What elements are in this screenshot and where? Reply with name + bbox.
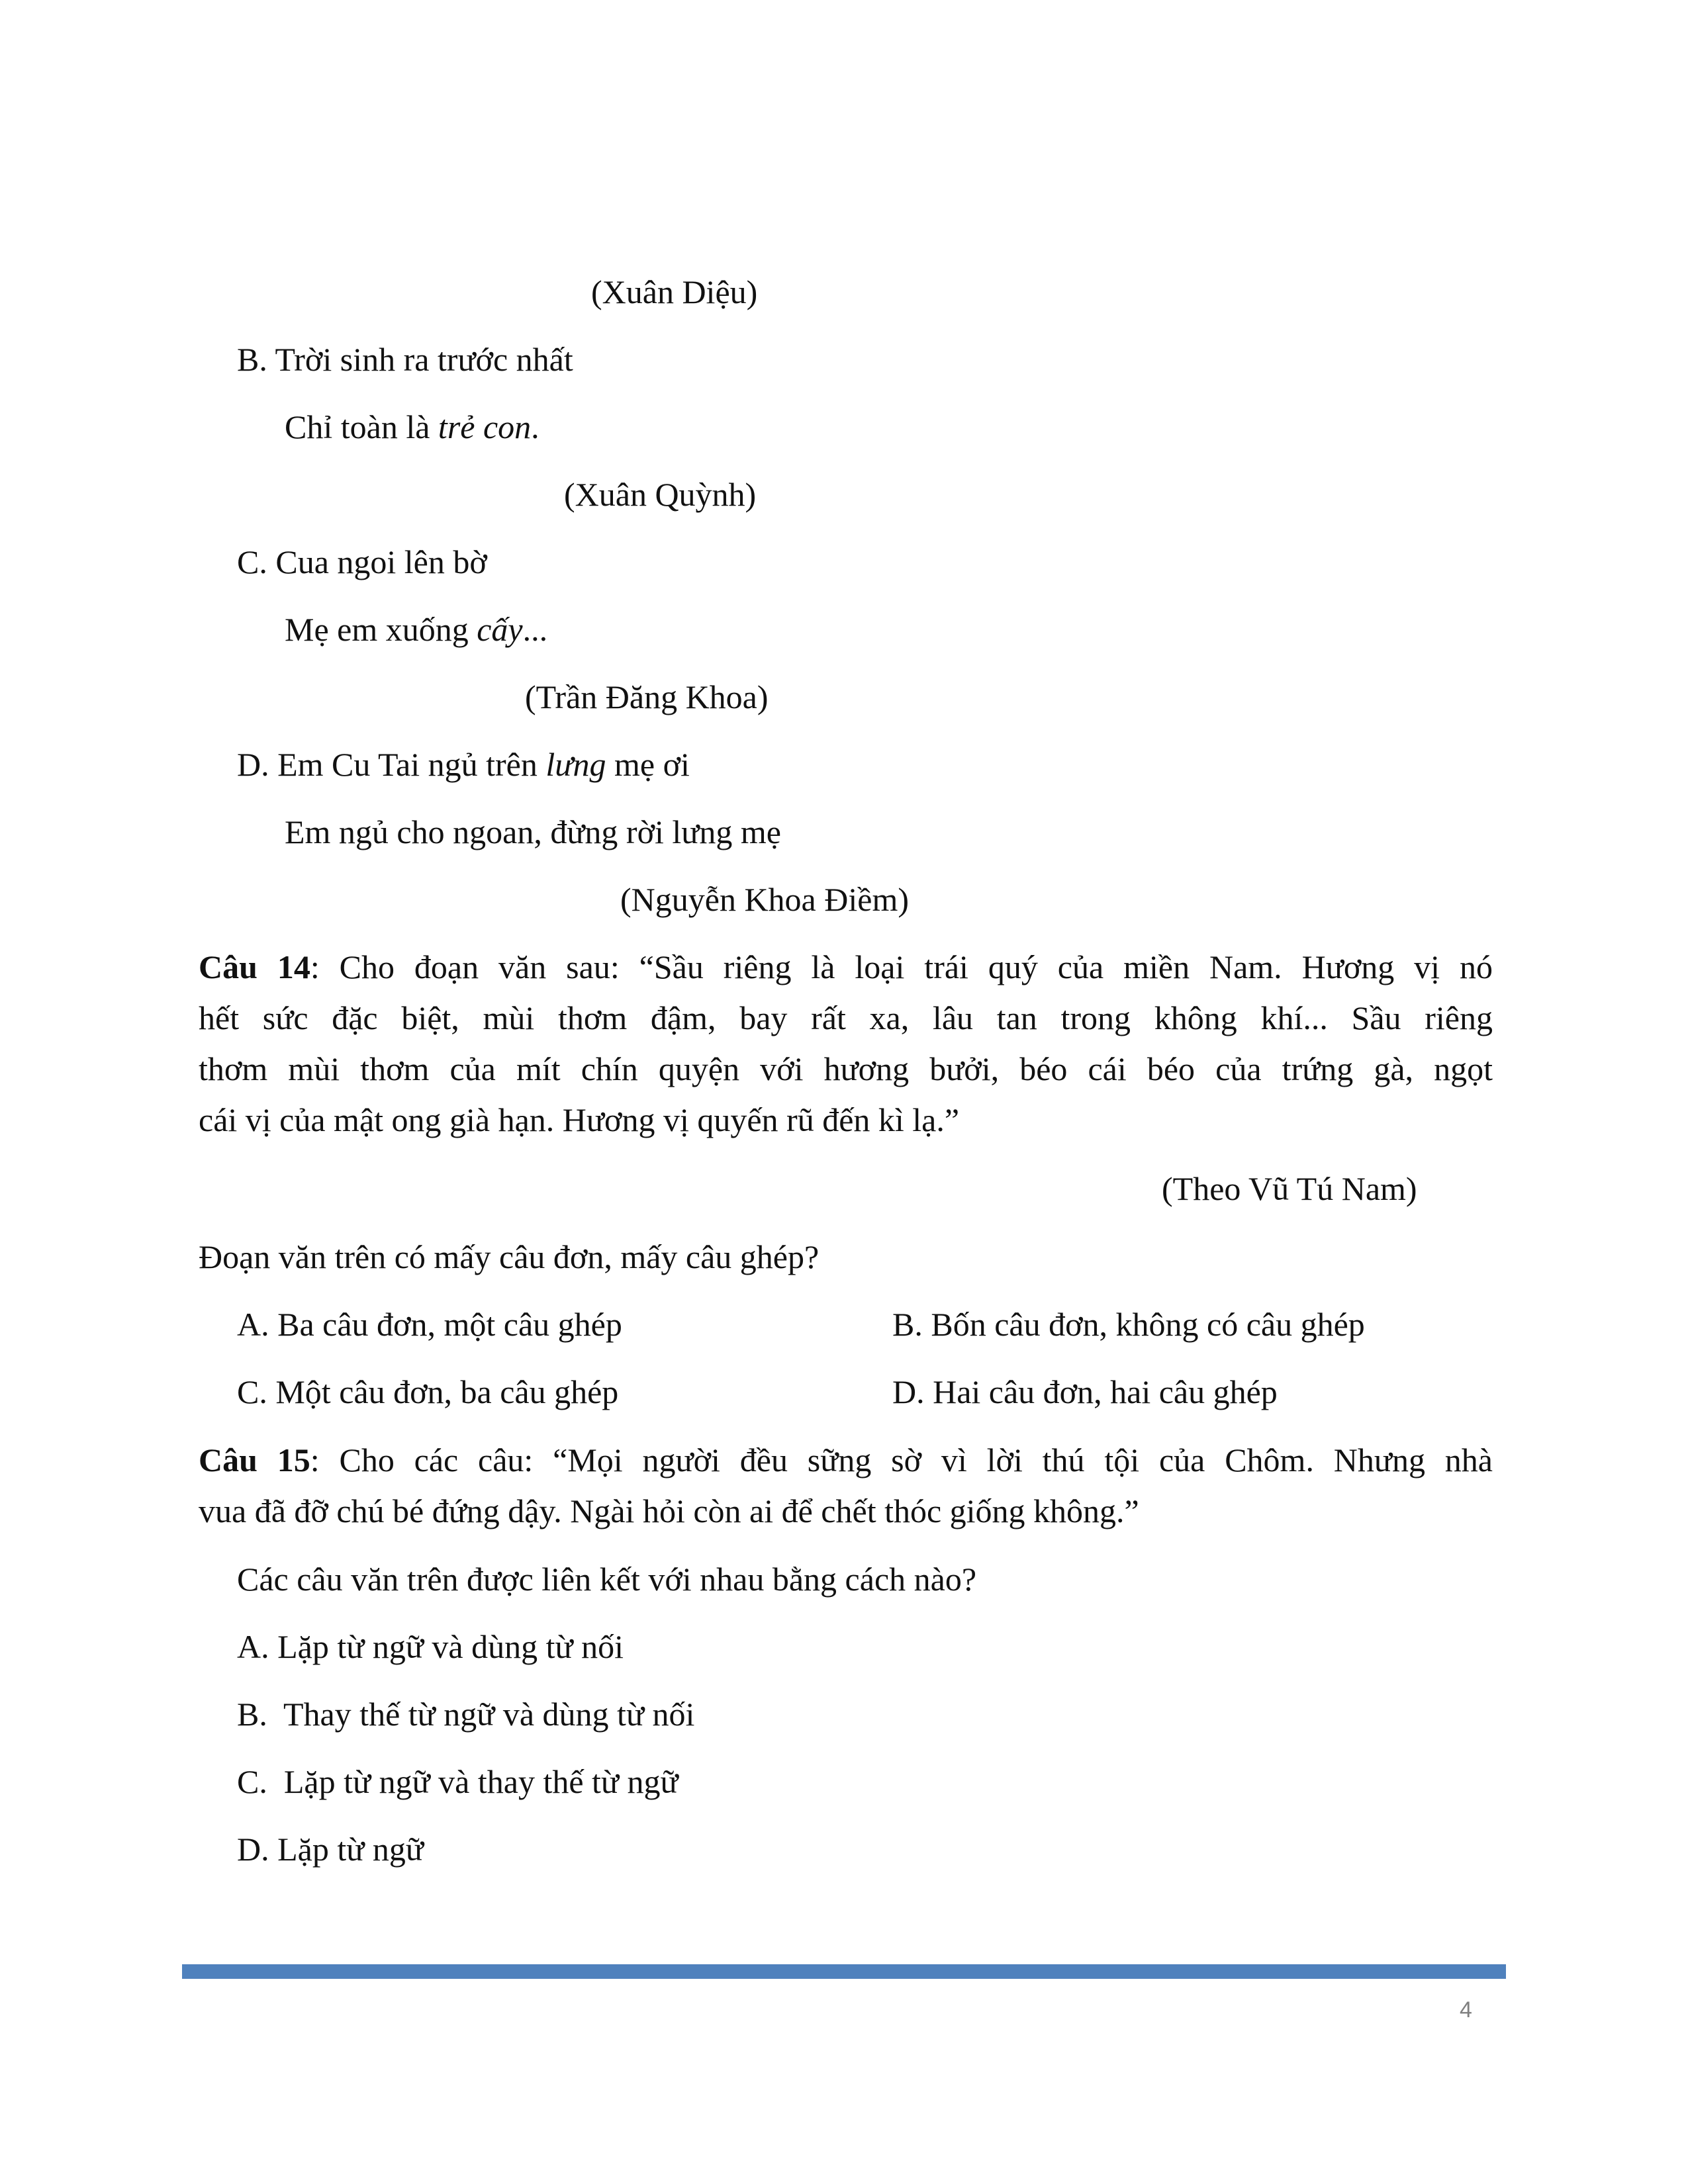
poem-b-line-2 [285,406,539,447]
poem-c-line-1: C. Cua ngoi lên bờ [237,543,487,580]
q15-label: Câu 15 [199,1441,310,1479]
poem-b-author: (Xuân Quỳnh) [564,476,757,513]
q15-line-1 [199,1439,1493,1480]
poem-d-line-1 [237,744,690,785]
footer-divider-bar [182,1964,1506,1979]
q14-option-d: D. Hai câu đơn, hai câu ghép [892,1373,1278,1410]
q15-option-d: D. Lặp từ ngữ [237,1831,424,1868]
q15-option-b: B. Thay thế từ ngữ và dùng từ nối [237,1696,695,1733]
q14-option-b: B. Bốn câu đơn, không có câu ghép [892,1306,1365,1343]
poem-d-line-1-text: D. Em Cu Tai ngủ trên [237,746,546,783]
q14-source: (Theo Vũ Tú Nam) [1162,1170,1417,1207]
poem-c-italic-word: cấy [477,611,523,648]
q14-line-3: thơm mùi thơm của mít chín quyện với hương bưởi, béo cái béo của trứng gà, ngọt [199,1050,1493,1087]
q14-question: Đoạn văn trên có mấy câu đơn, mấy câu ghép? [199,1238,820,1275]
poem-d-line-2: Em ngủ cho ngoan, đừng rời lưng mẹ [285,813,781,850]
poem-a-author: (Xuân Diệu) [591,273,758,310]
q15-line-1-text: : Cho các câu: “Mọi người đều sững sờ vì lời thú tội của Chôm. Nhưng nhà [310,1441,1493,1479]
q14-line-4: cái vị của mật ong già hạn. Hương vị quyến rũ đến kì lạ.” [199,1101,960,1138]
poem-c-line-2-text: Mẹ em xuống [285,611,477,648]
page-number: 4 [1460,1997,1472,2023]
poem-d-italic-word: lưng [545,746,606,783]
q15-option-a: A. Lặp từ ngữ và dùng từ nối [237,1628,624,1665]
q14-option-c: C. Một câu đơn, ba câu ghép [237,1373,619,1410]
poem-d-author: (Nguyễn Khoa Điềm) [620,881,909,918]
q14-line-1 [199,946,1493,987]
q14-line-1-text: : Cho đoạn văn sau: “Sầu riêng là loại trái quý của miền Nam. Hương vị nó [310,948,1493,985]
poem-c-line-2 [285,609,547,650]
poem-b-italic-word: trẻ con [438,408,532,445]
poem-d-line-1-end: mẹ ơi [606,746,690,783]
q15-question: Các câu văn trên được liên kết với nhau bằng cách nào? [237,1561,977,1598]
poem-b-line-1: B. Trời sinh ra trước nhất [237,341,573,378]
q15-line-2: vua đã đỡ chú bé đứng dậy. Ngài hỏi còn ai để chết thóc giống không.” [199,1492,1139,1529]
poem-c-author: (Trần Đăng Khoa) [525,678,769,715]
poem-b-line-2-end: . [531,408,539,445]
poem-c-line-2-end: ... [522,611,548,648]
q14-line-2: hết sức đặc biệt, mùi thơm đậm, bay rất xa, lâu tan trong không khí... Sầu riêng [199,999,1493,1036]
q14-option-a: A. Ba câu đơn, một câu ghép [237,1306,622,1343]
q15-option-c: C. Lặp từ ngữ và thay thế từ ngữ [237,1763,679,1800]
poem-b-line-2-text: Chỉ toàn là [285,408,438,445]
q14-label: Câu 14 [199,948,310,985]
